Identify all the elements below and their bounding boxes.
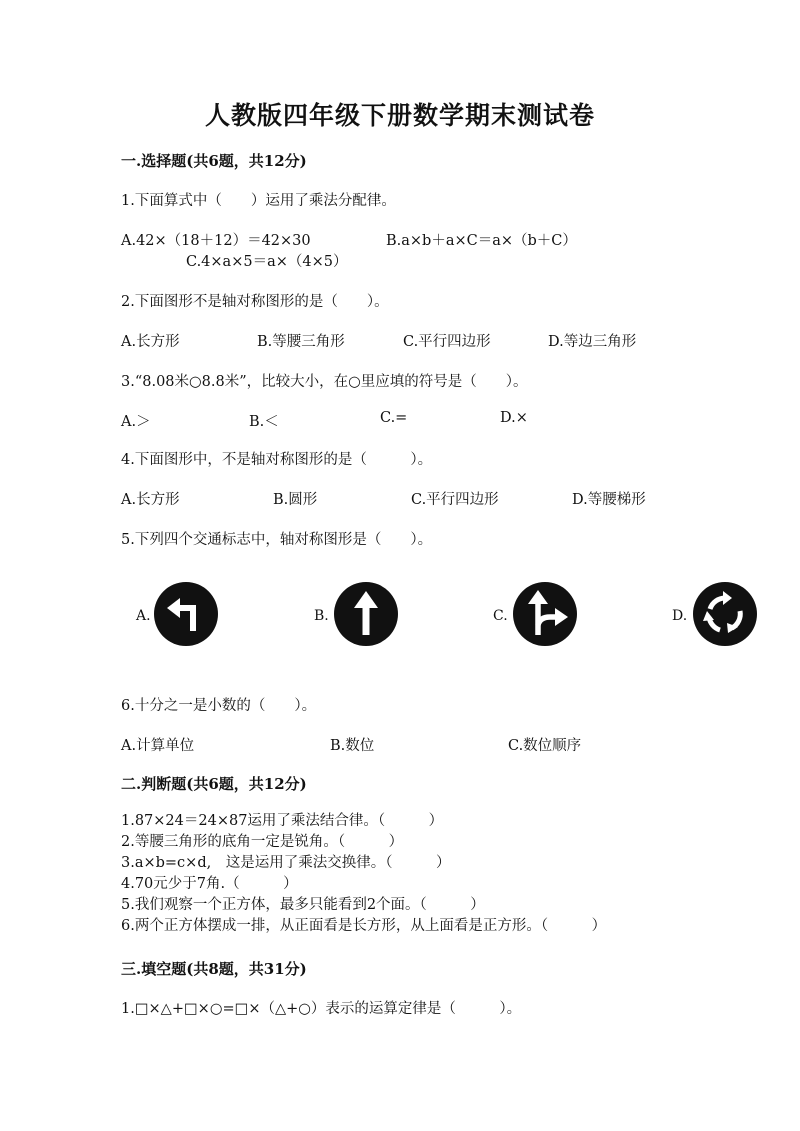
judge-item: 5.我们观察一个正方体，最多只能看到2个面。（ ） <box>121 897 485 913</box>
question-1-stem: 1.下面算式中（ ）运用了乘法分配律。 <box>121 193 396 209</box>
fill-item: 1.□×△+□×○=□×（△+○）表示的运算定律是（ ）。 <box>121 1001 522 1017</box>
question-1-option-c: C.4×a×5＝a×（4×5） <box>186 254 348 270</box>
section-heading-fill: 三.填空题(共8题，共31分) <box>121 960 307 978</box>
straight-ahead-sign-icon <box>333 581 399 647</box>
question-2-option-b: B.等腰三角形 <box>257 334 345 350</box>
question-3-option-b: B.＜ <box>249 414 279 430</box>
question-4-option-b: B.圆形 <box>273 492 318 508</box>
section-heading-judge: 二.判断题(共6题，共12分) <box>121 775 307 793</box>
judge-item: 4.70元少于7角.（ ） <box>121 876 298 892</box>
question-2-option-a: A.长方形 <box>121 334 180 350</box>
question-6-option-a: A.计算单位 <box>121 738 195 754</box>
question-2-stem: 2.下面图形不是轴对称图形的是（ ）。 <box>121 294 389 310</box>
question-3-option-c: C.= <box>380 410 408 426</box>
question-5-option-c: C. <box>493 608 508 624</box>
section-heading-choice: 一.选择题(共6题，共12分) <box>121 152 307 170</box>
question-6-option-c: C.数位顺序 <box>508 738 582 754</box>
question-4-stem: 4.下面图形中，不是轴对称图形的是（ ）。 <box>121 452 433 468</box>
judge-item: 2.等腰三角形的底角一定是锐角。（ ） <box>121 834 404 850</box>
question-5-option-d: D. <box>672 608 688 624</box>
question-4-option-d: D.等腰梯形 <box>572 492 646 508</box>
question-3-option-d: D.× <box>500 410 528 426</box>
question-2-option-c: C.平行四边形 <box>403 334 491 350</box>
page-title: 人教版四年级下册数学期末测试卷 <box>204 101 595 130</box>
question-6-stem: 6.十分之一是小数的（ ）。 <box>121 698 317 714</box>
question-3-stem: 3.“8.08米○8.8米”，比较大小，在○里应填的符号是（ ）。 <box>121 374 528 390</box>
question-6-option-b: B.数位 <box>330 738 375 754</box>
judge-item: 3.a×b=c×d, 这是运用了乘法交换律。（ ） <box>121 855 451 871</box>
question-5-option-b: B. <box>314 608 329 624</box>
question-4-option-a: A.长方形 <box>121 492 180 508</box>
roundabout-sign-icon <box>692 581 758 647</box>
question-2-option-d: D.等边三角形 <box>548 334 637 350</box>
straight-or-right-sign-icon <box>512 581 578 647</box>
question-1-option-a: A.42×（18＋12）＝42×30 <box>121 233 311 249</box>
question-5-option-a: A. <box>136 608 151 624</box>
judge-item: 1.87×24＝24×87运用了乘法结合律。（ ） <box>121 813 444 829</box>
question-5-stem: 5.下列四个交通标志中，轴对称图形是（ ）。 <box>121 532 433 548</box>
turn-left-sign-icon <box>153 581 219 647</box>
question-1-option-b: B.a×b＋a×C＝a×（b＋C） <box>386 233 577 249</box>
question-3-option-a: A.＞ <box>121 414 151 430</box>
question-4-option-c: C.平行四边形 <box>411 492 499 508</box>
judge-item: 6.两个正方体摆成一排，从正面看是长方形，从上面看是正方形。（ ） <box>121 918 607 934</box>
